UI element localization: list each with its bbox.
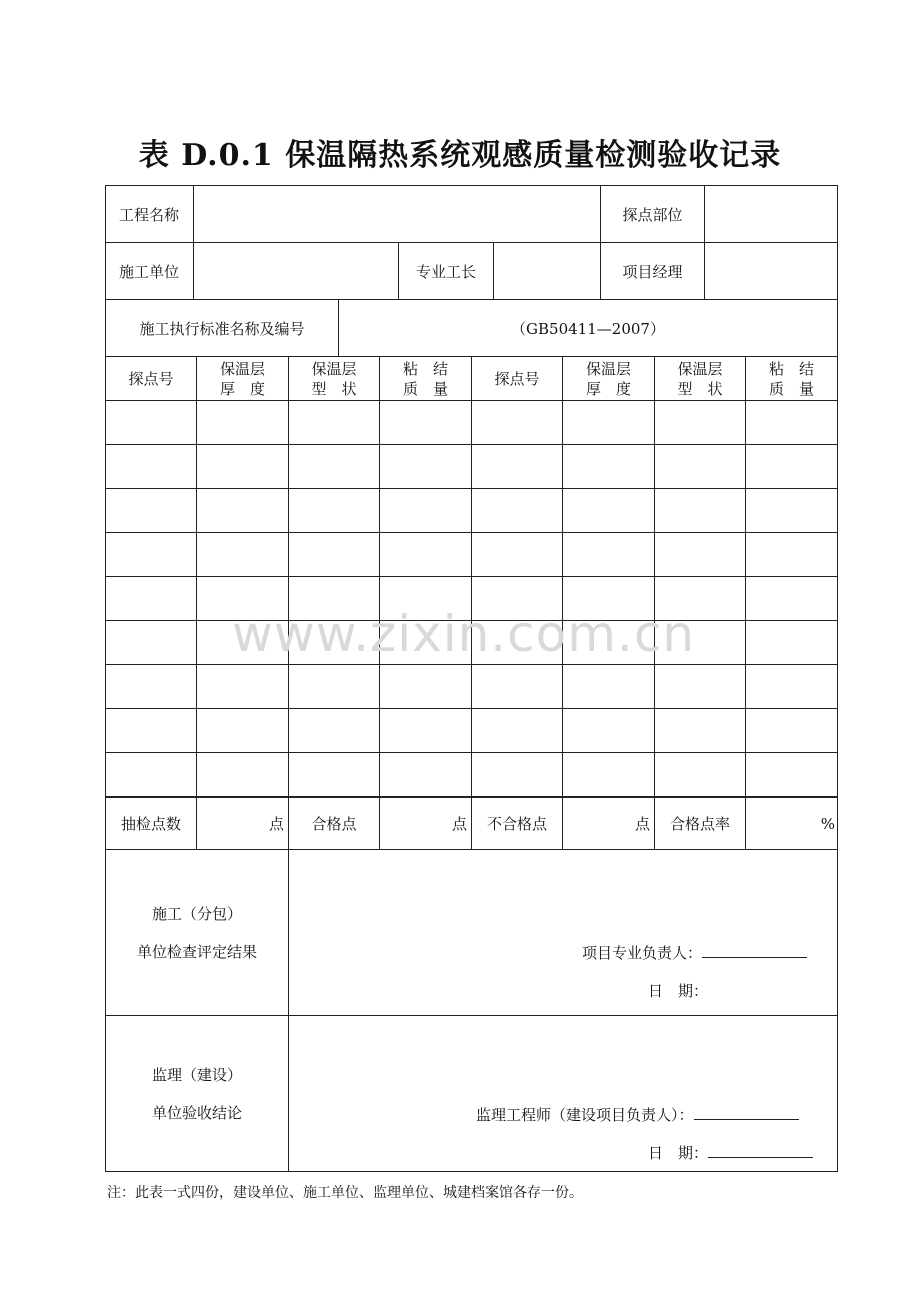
grid-cell[interactable] <box>745 620 838 665</box>
grid-cell[interactable] <box>471 752 563 797</box>
qualified-rate-field[interactable]: % <box>745 797 838 850</box>
grid-cell[interactable] <box>745 532 838 577</box>
grid-cell[interactable] <box>105 444 197 489</box>
unqualified-label: 不合格点 <box>471 797 563 850</box>
sample-count-field[interactable]: 点 <box>196 797 289 850</box>
project-name-label: 工程名称 <box>105 185 194 243</box>
grid-cell[interactable] <box>745 576 838 621</box>
project-responsible-signature <box>582 942 807 963</box>
grid-cell[interactable] <box>379 620 472 665</box>
supervision-result-label-line2: 单位验收结论 <box>151 1103 242 1122</box>
grid-cell[interactable] <box>379 444 472 489</box>
grid-cell[interactable] <box>105 488 197 533</box>
grid-cell[interactable] <box>379 532 472 577</box>
grid-cell[interactable] <box>745 444 838 489</box>
col-thickness-2-line2: 厚 度 <box>585 379 631 398</box>
col-shape-2-line2: 型 状 <box>677 379 723 398</box>
grid-cell[interactable] <box>379 708 472 753</box>
col-bond-2-line2: 质 量 <box>768 379 814 398</box>
construction-result-label-line2: 单位检查评定结果 <box>136 942 257 961</box>
grid-cell[interactable] <box>471 400 563 445</box>
construction-date-label: 日 期： <box>648 982 709 1000</box>
grid-cell[interactable] <box>654 400 746 445</box>
grid-cell[interactable] <box>379 752 472 797</box>
supervision-result-label-line1: 监理（建设） <box>151 1065 242 1084</box>
project-manager-label: 项目经理 <box>600 242 705 300</box>
col-thickness-line2: 厚 度 <box>219 379 265 398</box>
grid-cell[interactable] <box>562 444 655 489</box>
col-thickness-2 <box>562 356 655 401</box>
grid-cell[interactable] <box>288 664 380 709</box>
specialty-foreman-field[interactable] <box>493 242 601 300</box>
probe-location-label: 探点部位 <box>600 185 705 243</box>
grid-cell[interactable] <box>105 708 197 753</box>
col-thickness <box>196 356 289 401</box>
grid-cell[interactable] <box>288 576 380 621</box>
project-manager-field[interactable] <box>704 242 838 300</box>
grid-cell[interactable] <box>471 620 563 665</box>
grid-cell[interactable] <box>562 400 655 445</box>
grid-cell[interactable] <box>196 444 289 489</box>
grid-cell[interactable] <box>471 664 563 709</box>
col-shape-2-line1: 保温层 <box>677 359 723 378</box>
grid-cell[interactable] <box>654 532 746 577</box>
supervision-date <box>648 1142 813 1163</box>
project-responsible-line[interactable] <box>702 943 807 958</box>
grid-cell[interactable] <box>654 620 746 665</box>
grid-cell[interactable] <box>196 708 289 753</box>
standard-label: 施工执行标准名称及编号 <box>105 299 339 357</box>
grid-cell[interactable] <box>196 752 289 797</box>
supervision-date-line[interactable] <box>708 1143 813 1158</box>
grid-cell[interactable] <box>288 752 380 797</box>
project-name-field[interactable] <box>193 185 601 243</box>
grid-cell[interactable] <box>379 488 472 533</box>
grid-cell[interactable] <box>471 576 563 621</box>
supervision-date-label: 日 期： <box>648 1144 709 1162</box>
grid-cell[interactable] <box>654 708 746 753</box>
grid-cell[interactable] <box>745 488 838 533</box>
grid-cell[interactable] <box>105 400 197 445</box>
grid-cell[interactable] <box>105 532 197 577</box>
qualified-field[interactable]: 点 <box>379 797 472 850</box>
grid-cell[interactable] <box>562 576 655 621</box>
col-thickness-2-line1: 保温层 <box>585 359 631 378</box>
construction-date <box>648 980 708 1001</box>
col-shape-2 <box>654 356 746 401</box>
grid-cell[interactable] <box>562 664 655 709</box>
supervising-engineer-signature <box>476 1104 799 1125</box>
specialty-foreman-label: 专业工长 <box>398 242 494 300</box>
grid-cell[interactable] <box>379 400 472 445</box>
grid-cell[interactable] <box>654 488 746 533</box>
grid-cell[interactable] <box>105 576 197 621</box>
col-bond-line1: 粘 结 <box>402 359 448 378</box>
grid-cell[interactable] <box>745 752 838 797</box>
grid-cell[interactable] <box>379 576 472 621</box>
grid-cell[interactable] <box>105 664 197 709</box>
grid-cell[interactable] <box>562 532 655 577</box>
grid-cell[interactable] <box>471 488 563 533</box>
grid-cell[interactable] <box>288 400 380 445</box>
grid-cell[interactable] <box>562 708 655 753</box>
col-shape-line2: 型 状 <box>311 379 357 398</box>
grid-cell[interactable] <box>745 400 838 445</box>
supervision-result-area[interactable] <box>288 1015 838 1172</box>
grid-cell[interactable] <box>471 532 563 577</box>
probe-location-field[interactable] <box>704 185 838 243</box>
grid-cell[interactable] <box>562 488 655 533</box>
grid-cell[interactable] <box>654 444 746 489</box>
grid-cell[interactable] <box>105 752 197 797</box>
grid-cell[interactable] <box>745 664 838 709</box>
grid-cell[interactable] <box>196 400 289 445</box>
grid-cell[interactable] <box>745 708 838 753</box>
grid-cell[interactable] <box>654 576 746 621</box>
sample-count-label: 抽检点数 <box>105 797 197 850</box>
construction-unit-field[interactable] <box>193 242 399 300</box>
standard-value: （GB50411—2007） <box>338 299 838 357</box>
col-shape <box>288 356 380 401</box>
grid-cell[interactable] <box>288 620 380 665</box>
construction-result-label <box>105 849 289 1016</box>
col-bond-2-line1: 粘 结 <box>768 359 814 378</box>
grid-cell[interactable] <box>288 444 380 489</box>
construction-result-area[interactable] <box>288 849 838 1016</box>
col-bond-2 <box>745 356 838 401</box>
col-probe-no-2: 探点号 <box>471 356 563 401</box>
grid-cell[interactable] <box>562 620 655 665</box>
grid-cell[interactable] <box>196 620 289 665</box>
grid-cell[interactable] <box>196 532 289 577</box>
grid-cell[interactable] <box>196 488 289 533</box>
qualified-rate-label: 合格点率 <box>654 797 746 850</box>
col-bond-line2: 质 量 <box>402 379 448 398</box>
col-shape-line1: 保温层 <box>311 359 357 378</box>
watermark: www.zixin.com.cn <box>232 605 696 663</box>
grid-cell[interactable] <box>288 708 380 753</box>
construction-result-label-line1: 施工（分包） <box>151 904 242 923</box>
grid-cell[interactable] <box>654 752 746 797</box>
supervision-result-label <box>105 1015 289 1172</box>
grid-cell[interactable] <box>288 488 380 533</box>
grid-cell[interactable] <box>288 532 380 577</box>
supervising-engineer-line[interactable] <box>694 1105 799 1120</box>
col-bond <box>379 356 472 401</box>
grid-cell[interactable] <box>471 444 563 489</box>
construction-unit-label: 施工单位 <box>105 242 194 300</box>
page-title: 表 D.0.1 保温隔热系统观感质量检测验收记录 <box>138 138 782 173</box>
grid-cell[interactable] <box>562 752 655 797</box>
grid-cell[interactable] <box>471 708 563 753</box>
col-probe-no: 探点号 <box>105 356 197 401</box>
grid-cell[interactable] <box>105 620 197 665</box>
supervising-engineer-label: 监理工程师（建设项目负责人）： <box>476 1106 694 1124</box>
footnote: 注：此表一式四份，建设单位、施工单位、监理单位、城建档案馆各存一份。 <box>107 1185 583 1201</box>
grid-cell[interactable] <box>196 576 289 621</box>
grid-cell[interactable] <box>379 664 472 709</box>
grid-cell[interactable] <box>196 664 289 709</box>
col-thickness-line1: 保温层 <box>219 359 265 378</box>
qualified-label: 合格点 <box>288 797 380 850</box>
unqualified-field[interactable]: 点 <box>562 797 655 850</box>
project-responsible-label: 项目专业负责人： <box>582 944 703 962</box>
grid-cell[interactable] <box>654 664 746 709</box>
